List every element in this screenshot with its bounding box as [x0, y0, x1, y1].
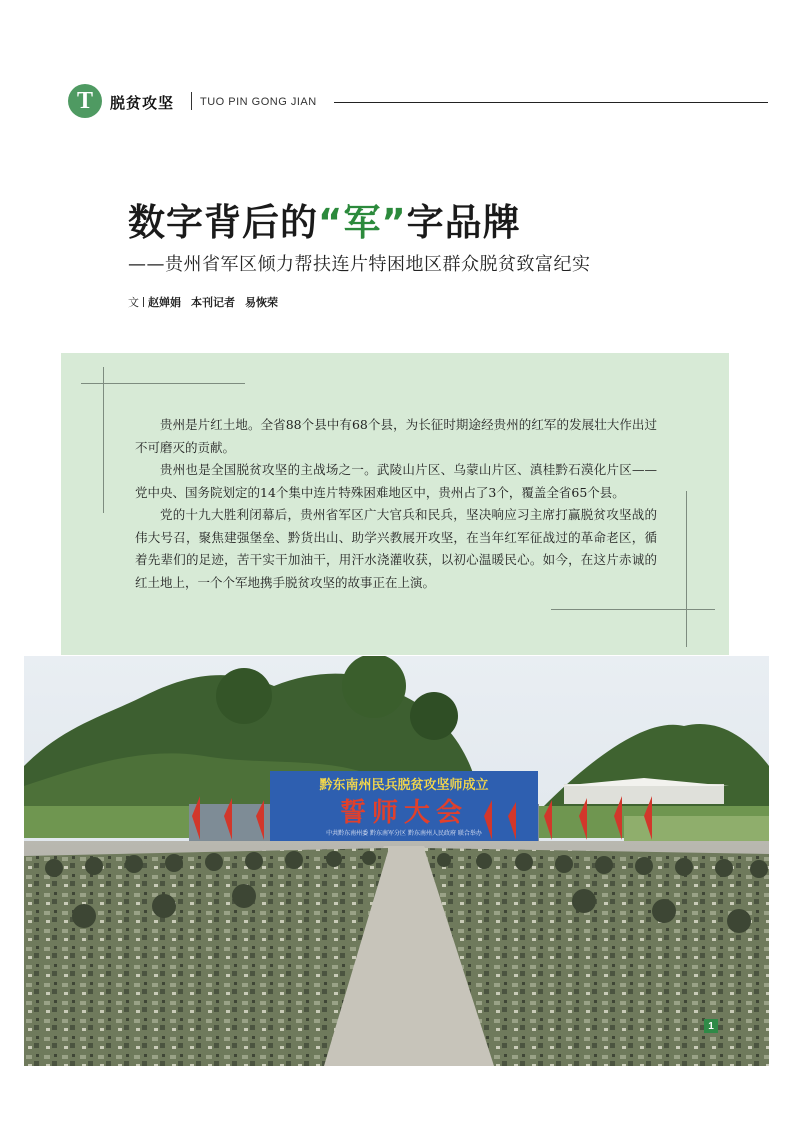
- title-part-2: 字品牌: [406, 201, 521, 244]
- intro-box: [61, 353, 729, 655]
- article-subtitle: ——贵州省军区倾力帮扶连片特困地区群众脱贫致富纪实: [128, 254, 591, 275]
- byline-label: 文: [128, 296, 139, 309]
- column-name: 脱贫攻坚: [110, 94, 175, 112]
- intro-paragraph: 贵州也是全国脱贫攻坚的主战场之一。武陵山片区、乌蒙山片区、滇桂黔石漠化片区——党中央、国务院划定的14个集中连片特殊困难地区中，贵州占了3个，覆盖全省65个县。: [135, 462, 657, 500]
- decor-line: [551, 609, 715, 610]
- intro-paragraph: 党的十九大胜利闭幕后，贵州省军区广大官兵和民兵，坚决响应习主席打赢脱贫攻坚战的伟大号召，聚焦建强堡垒、黔货出山、助学兴教展开攻坚，在当年红军征战过的革命老区，循着先辈们的足迹，苦干实干加油干，用汗水浇灌收获，以初心温暖民心。如今，在这片赤诚的红土地上，一个个军地携手脱贫攻坚的故事正在上演。: [135, 507, 657, 590]
- stage-banner-main: 誓师大会: [339, 798, 468, 828]
- title-part-1: 数字背后的: [128, 201, 318, 244]
- byline: [128, 294, 288, 310]
- byline-author: 赵婵娟: [148, 296, 181, 309]
- section-badge-icon: T: [68, 84, 102, 118]
- byline-separator: [143, 297, 144, 307]
- stage-banner-title: 黔东南州民兵脱贫攻坚师成立: [319, 778, 489, 793]
- header-rule: [334, 102, 768, 103]
- intro-paragraph: 贵州是片红土地。全省88个县中有68个县，为长征时期途经贵州的红军的发展壮大作出过不可磨灭的贡献。: [135, 417, 657, 455]
- title-accent: “军”: [318, 201, 407, 244]
- article-title: [128, 192, 521, 246]
- decor-line: [103, 367, 104, 513]
- intro-text: [135, 414, 657, 594]
- byline-reporter: 易恢荣: [245, 296, 278, 309]
- decor-line: [686, 491, 687, 647]
- rally-photo-illustration: [24, 656, 769, 1066]
- header-separator: [191, 92, 192, 110]
- page-number: 1: [704, 1019, 718, 1033]
- column-pinyin: TUO PIN GONG JIAN: [200, 96, 317, 108]
- rally-photo: [24, 656, 769, 1066]
- stage-banner-small: 中共黔东南州委 黔东南军分区 黔东南州人民政府 联合举办: [326, 830, 482, 837]
- byline-role: 本刊记者: [191, 296, 235, 309]
- decor-line: [81, 383, 245, 384]
